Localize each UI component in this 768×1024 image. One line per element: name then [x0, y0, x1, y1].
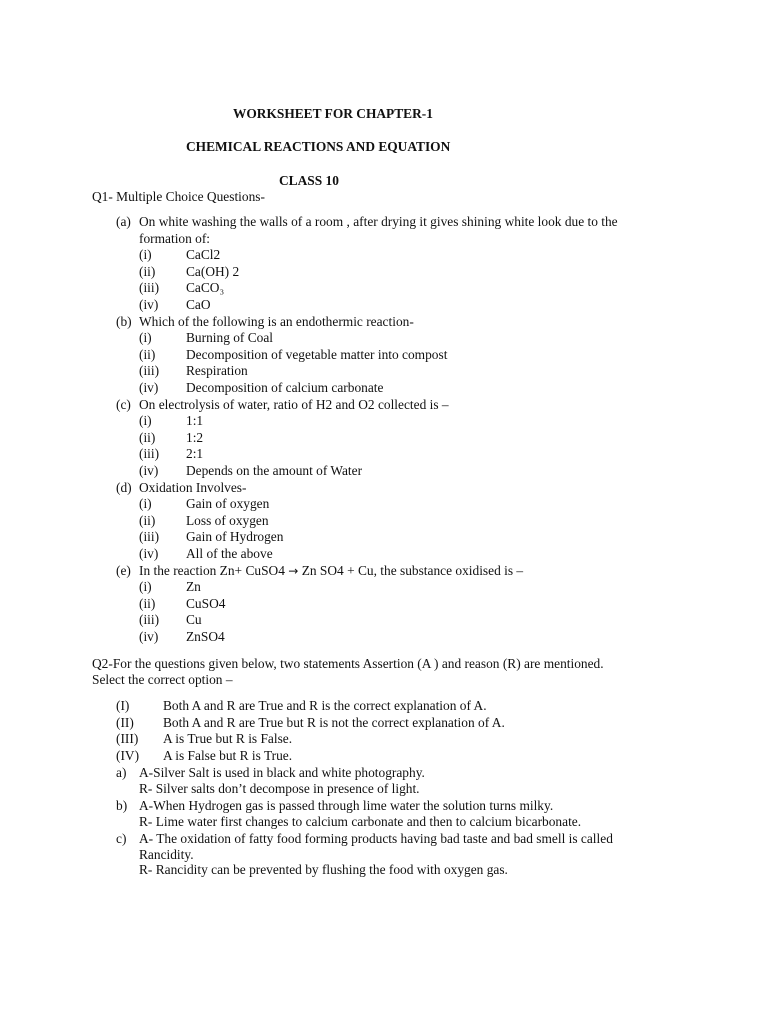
option-marker: (iii)	[139, 363, 160, 378]
q2-heading-line1: Q2-For the questions given below, two statements Assertion (A ) and reason (R) are mentioned.	[92, 656, 604, 671]
question-e-text	[139, 563, 523, 579]
option-marker: (ii)	[139, 264, 156, 279]
option-marker: (ii)	[139, 513, 156, 528]
option-marker: (iii)	[139, 280, 160, 295]
option-text: CaO	[186, 297, 211, 312]
q2-heading-line2: Select the correct option –	[92, 672, 233, 687]
assertion-text-continued: Rancidity.	[139, 847, 194, 862]
option-text: Ca(OH) 2	[186, 264, 240, 279]
option-text: Decomposition of vegetable matter into compost	[186, 347, 448, 362]
question-c-marker: (c)	[116, 397, 131, 412]
question-e-text-after-arrow: Zn SO4 + Cu, the substance oxidised is –	[301, 563, 524, 578]
option-marker: (iii)	[139, 612, 160, 627]
option-marker: (iv)	[139, 629, 159, 644]
option-text: Loss of oxygen	[186, 513, 269, 528]
option-marker: (iv)	[139, 463, 159, 478]
chapter-title: CHEMICAL REACTIONS AND EQUATION	[186, 139, 451, 154]
option-marker: (iii)	[139, 529, 160, 544]
option-text: Burning of Coal	[186, 330, 274, 345]
question-a-text-line1: On white washing the walls of a room , after drying it gives shining white look due to the	[139, 214, 618, 229]
answer-option-marker: (IV)	[116, 748, 140, 763]
question-a-marker: (a)	[116, 214, 131, 229]
option-marker: (ii)	[139, 596, 156, 611]
option-marker: (ii)	[139, 430, 156, 445]
option-marker: (iii)	[139, 446, 160, 461]
option-text: Zn	[186, 579, 201, 594]
option-marker: (i)	[139, 330, 152, 345]
option-text: Cu	[186, 612, 202, 627]
option-text: 2:1	[186, 446, 204, 461]
answer-option-marker: (III)	[116, 731, 139, 746]
option-marker: (i)	[139, 247, 152, 262]
option-marker: (i)	[139, 579, 152, 594]
answer-option-marker: (II)	[116, 715, 134, 730]
answer-option-text: A is False but R is True.	[163, 748, 293, 763]
reason-text: R- Silver salts don’t decompose in presence of light.	[139, 781, 420, 796]
option-text: CaCl2	[186, 247, 221, 262]
option-text: 1:1	[186, 413, 204, 428]
option-text: Depends on the amount of Water	[186, 463, 363, 478]
question-e-text-before-arrow: In the reaction Zn+ CuSO4	[139, 563, 285, 578]
reason-text: R- Lime water first changes to calcium carbonate and then to calcium bicarbonate.	[139, 814, 582, 829]
question-b-text: Which of the following is an endothermic reaction-	[139, 314, 414, 329]
option-marker: (iv)	[139, 546, 159, 561]
question-e-marker: (e)	[116, 563, 131, 578]
question-d-marker: (d)	[116, 480, 132, 495]
option-text: Gain of Hydrogen	[186, 529, 284, 544]
option-marker: (iv)	[139, 380, 159, 395]
option-text: CuSO4	[186, 596, 226, 611]
option-marker: (ii)	[139, 347, 156, 362]
answer-option-marker: (I)	[116, 698, 130, 713]
right-arrow-icon: →	[288, 564, 299, 578]
assertion-item-marker: a)	[116, 765, 127, 780]
option-marker: (iv)	[139, 297, 159, 312]
option-marker: (i)	[139, 496, 152, 511]
assertion-text: A-When Hydrogen gas is passed through lime water the solution turns milky.	[139, 798, 554, 813]
answer-option-text: Both A and R are True but R is not the correct explanation of A.	[163, 715, 505, 730]
question-b-marker: (b)	[116, 314, 132, 329]
option-text: CaCO₃	[186, 280, 225, 295]
option-text: Respiration	[186, 363, 248, 378]
assertion-item-marker: b)	[116, 798, 128, 813]
class-label: CLASS 10	[279, 173, 339, 188]
worksheet-title: WORKSHEET FOR CHAPTER-1	[233, 106, 433, 121]
assertion-item-marker: c)	[116, 831, 127, 846]
option-text: 1:2	[186, 430, 204, 445]
option-text: All of the above	[186, 546, 273, 561]
assertion-text: A-Silver Salt is used in black and white photography.	[139, 765, 425, 780]
question-a-text-line2: formation of:	[139, 231, 211, 246]
reason-text: R- Rancidity can be prevented by flushing the food with oxygen gas.	[139, 862, 508, 877]
option-text: Decomposition of calcium carbonate	[186, 380, 384, 395]
q1-heading: Q1- Multiple Choice Questions-	[92, 189, 265, 204]
answer-option-text: Both A and R are True and R is the correct explanation of A.	[163, 698, 487, 713]
answer-option-text: A is True but R is False.	[163, 731, 293, 746]
assertion-text: A- The oxidation of fatty food forming products having bad taste and bad smell is called	[139, 831, 613, 846]
option-marker: (i)	[139, 413, 152, 428]
option-text: ZnSO4	[186, 629, 225, 644]
question-c-text: On electrolysis of water, ratio of H2 and O2 collected is –	[139, 397, 449, 412]
option-text: Gain of oxygen	[186, 496, 270, 511]
question-d-text: Oxidation Involves-	[139, 480, 247, 495]
